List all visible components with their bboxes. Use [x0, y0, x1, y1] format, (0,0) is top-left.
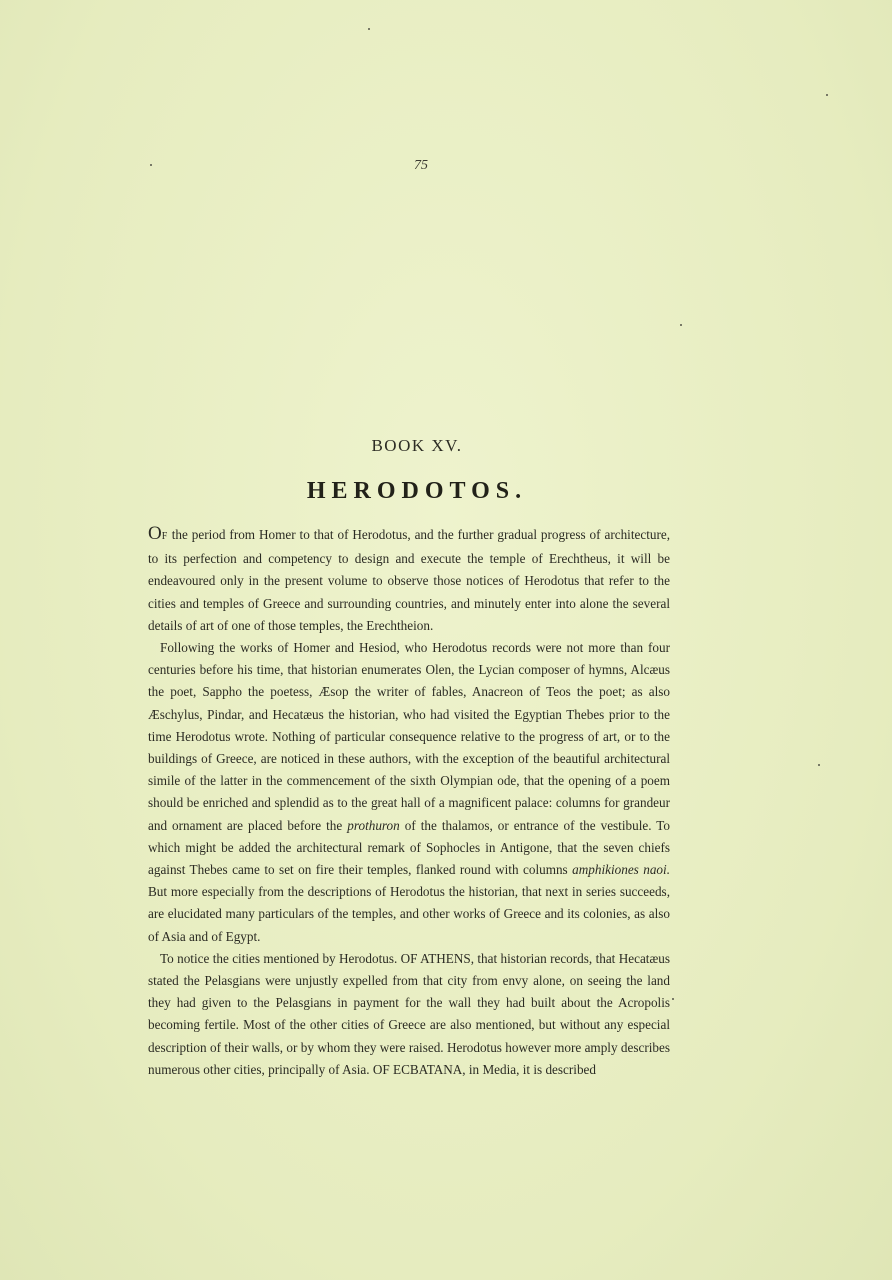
- drop-cap: O: [148, 523, 162, 544]
- paragraph-2-italic-prothuron: prothuron: [347, 817, 400, 833]
- paper-speck: [368, 28, 370, 30]
- paragraph-2-italic-amphikiones: amphikiones naoi.: [572, 862, 670, 878]
- paragraph-2-text-a: Following the works of Homer and Hesiod, who Herodotus records were not more than four centuries before his time, that historian enumerates Olen, the Lycian composer of hymns, Alcæus the poet, Sappho the poetess, Æsop the writer of fables, Anacreon of Teos the poet; as also Æschylus, Pindar, and Hecatæus the historian, who had visited the Egyptian Thebes prior to the time Herodotus wrote. Nothing of particular consequence relative to the progress of art, or to the buildings of Greece, are noticed in these authors, with the exception of the beautiful architectural simile of the latter in the commencement of the sixth Olympian ode, that the opening of a poem should be enriched and splendid as to the great hall of a magnificent palace: columns for grandeur and ornament are placed before the: [148, 640, 670, 833]
- paragraph-2-text-c: But more especially from the descriptions of Herodotus the historian, that next in series succeeds, are elucidated many particulars of the temples, and other works of Greece and its colonies, as also of Asia and of Egypt.: [148, 884, 670, 944]
- body-text: [148, 524, 670, 1081]
- small-caps: F: [161, 531, 168, 542]
- paragraph-1: [148, 524, 670, 637]
- paragraph-3: To notice the cities mentioned by Herodotus. OF ATHENS, that historian records, that Hecatæus stated the Pelasgians were unjustly expelled from that city from envy alone, on seeing the land they had given to the Pelasgians in payment for the wall they had built about the Acropolis becoming fertile. Most of the other cities of Greece are also mentioned, but without any especial description of their walls, or by whom they were raised. Herodotus however more amply describes numerous other cities, principally of Asia. OF ECBATANA, in Media, it is described: [148, 950, 670, 1077]
- paragraph-1-text: the period from Homer to that of Herodotus, and the further gradual progress of architecture, to its perfection and competency to design and execute the temple of Erechtheus, it will be endeavoured only in the present volume to observe those notices of Herodotus that refer to the cities and temples of Greece and surrounding countries, and minutely enter into alone the several details of art of one of those temples, the Erechtheion.: [148, 527, 670, 633]
- paper-speck: [680, 324, 682, 326]
- paper-speck: [150, 164, 152, 166]
- paragraph-2: [148, 637, 670, 948]
- chapter-heading: HERODOTOS.: [306, 478, 528, 504]
- paper-speck: [826, 94, 828, 96]
- paper-speck: [818, 764, 820, 766]
- paragraph-2-text-b: of the thalamos, or entrance of the vestibule. To which might be added the architectural remark of Sophocles in Antigone, that the seven chiefs against Thebes came to set on fire their temples, flanked round with columns: [148, 817, 671, 878]
- page-number: 75: [414, 158, 428, 173]
- paper-speck: [672, 998, 674, 1000]
- book-title: BOOK XV.: [371, 436, 463, 455]
